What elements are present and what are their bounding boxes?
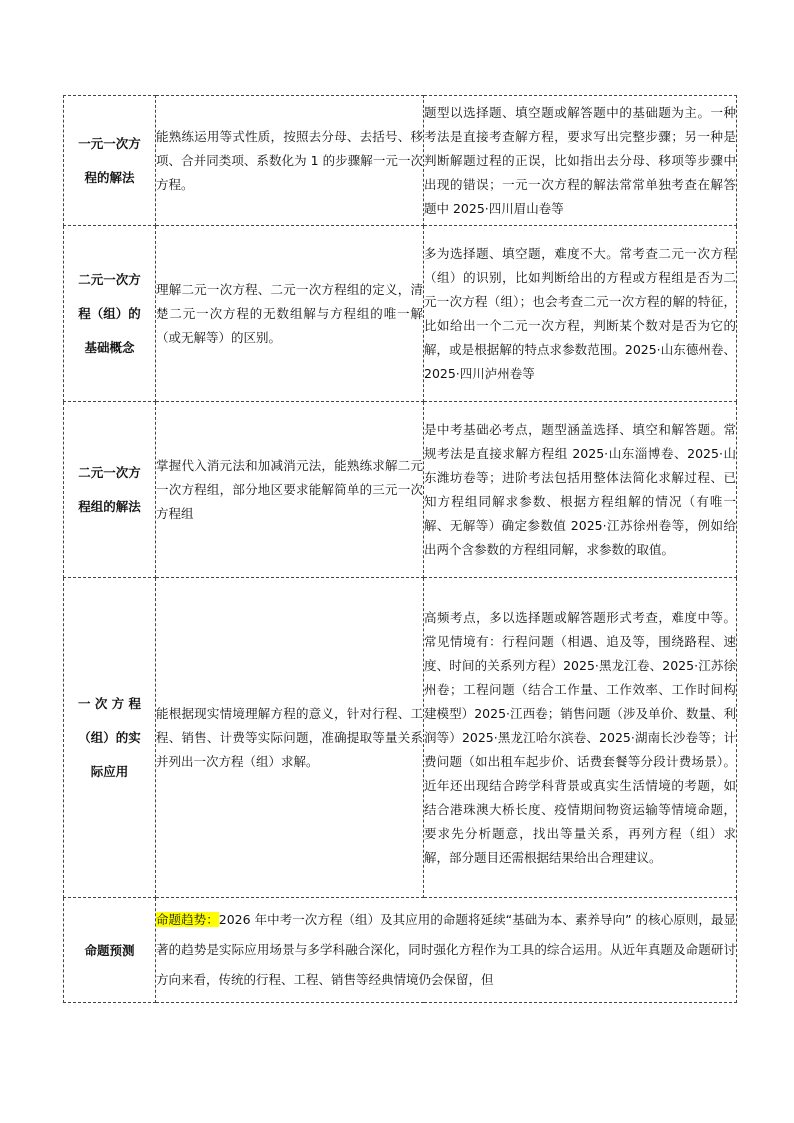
trend-highlight: 命题趋势：: [156, 912, 219, 927]
topic-line: 一 次 方 程: [77, 695, 142, 711]
topic-line: 一元一次方: [78, 135, 141, 151]
topic-line: 程组的解法: [78, 498, 141, 514]
requirement-cell: 能根据现实情境理解方程的意义，针对行程、工程、销售、计费等实际问题，准确提取等量关系并列出一次方程（组）求解。: [156, 578, 424, 898]
requirement-cell: 能熟练运用等式性质，按照去分母、去括号、移项、合并同类项、系数化为 1 的步骤解一元一次方程。: [156, 96, 424, 226]
topic-cell: [64, 226, 156, 402]
prediction-text: 2026 年中考一次方程（组）及其应用的命题将延续“基础为本、素养导向” 的核心原则，最显著的趋势是实际应用场景与多学科融合深化，同时强化方程作为工具的综合运用。从近年真题及命题研讨方向来看，传统的行程、工程、销售等经典情境仍会保留，但: [156, 912, 736, 987]
topic-line: 程的解法: [84, 169, 135, 185]
topic-cell: [64, 402, 156, 578]
table-row: [64, 226, 737, 402]
table-row: [64, 402, 737, 578]
prediction-label: 命题预测: [64, 898, 156, 1003]
topic-line: 二元一次方: [78, 271, 141, 287]
exam-analysis-table: [63, 95, 737, 1003]
table-row: [64, 96, 737, 226]
table-row: [64, 578, 737, 898]
prediction-cell: [156, 898, 737, 1003]
description-cell: 高频考点，多以选择题或解答题形式考查，难度中等。常见情境有：行程问题（相遇、追及等，围绕路程、速度、时间的关系列方程）2025·黑龙江卷、2025·江苏徐州卷；工程问题（结合工作量、工作效率、工作时间构建模型）2025·江西卷；销售问题（涉及单价、数量、利润等）2025·黑龙江哈尔滨卷、2025·湖南长沙卷等；计费问题（如出租车起步价、话费套餐等分段计费场景）。近年还出现结合跨学科背景或真实生活情境的考题，如结合港珠澳大桥长度、疫情期间物资运输等情境命题，要求先分析题意，找出等量关系，再列方程（组）求解，部分题目还需根据结果给出合理建议。: [424, 578, 737, 898]
topic-line: （组）的实: [78, 729, 141, 745]
topic-cell: [64, 578, 156, 898]
prediction-row: [64, 898, 737, 1003]
topic-cell: [64, 96, 156, 226]
topic-line: 程（组）的: [78, 305, 141, 321]
requirement-cell: 理解二元一次方程、二元一次方程组的定义，清楚二元一次方程的无数组解与方程组的唯一解（或无解等）的区别。: [156, 226, 424, 402]
description-cell: 题型以选择题、填空题或解答题中的基础题为主。一种考法是直接考查解方程，要求写出完整步骤；另一种是判断解题过程的正误，比如指出去分母、移项等步骤中出现的错误；一元一次方程的解法常常单独考查在解答题中 2025·四川眉山卷等: [424, 96, 737, 226]
topic-line: 际应用: [90, 763, 129, 779]
description-cell: 是中考基础必考点，题型涵盖选择、填空和解答题。常规考法是直接求解方程组 2025·山东淄博卷、2025·山东潍坊卷等；进阶考法包括用整体法简化求解过程、已知方程组同解求参数、根据方程组解的情况（有唯一解、无解等）确定参数值 2025·江苏徐州卷等，例如给出两个含参数的方程组同解，求参数的取值。: [424, 402, 737, 578]
topic-line: 基础概念: [84, 339, 135, 355]
description-cell: 多为选择题、填空题，难度不大。常考查二元一次方程（组）的识别，比如判断给出的方程或方程组是否为二元一次方程（组）；也会考查二元一次方程的解的特征，比如给出一个二元一次方程，判断某个数对是否为它的解，或是根据解的特点求参数范围。2025·山东德州卷、2025·四川泸州卷等: [424, 226, 737, 402]
requirement-cell: 掌握代入消元法和加减消元法，能熟练求解二元一次方程组，部分地区要求能解简单的三元一次方程组: [156, 402, 424, 578]
topic-line: 二元一次方: [78, 464, 141, 480]
